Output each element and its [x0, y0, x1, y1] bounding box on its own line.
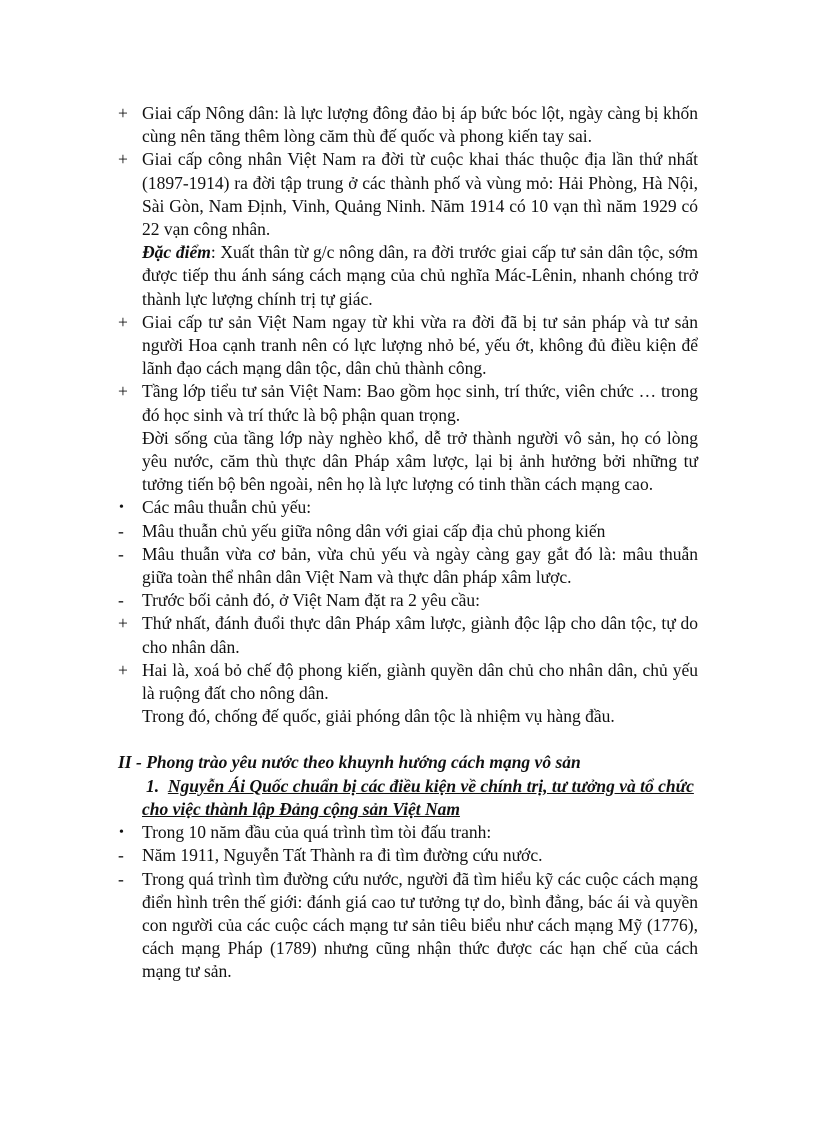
dash-marker: - — [118, 520, 124, 541]
item-text: Giai cấp công nhân Việt Nam ra đời từ cuộc khai thác thuộc địa lần thứ nhất (1897-1914) ra đời tập trung ở các thành phố và vùng mỏ: Hải Phòng, Hà Nội, Sài Gòn, Nam Định, Vinh, Quảng Ninh. Năm 1914 có 10 vạn thì năm 1929 có 22 vạn công nhân. — [142, 149, 698, 240]
plus-marker: + — [118, 659, 128, 680]
list-item — [118, 148, 698, 241]
item-text: Mâu thuẫn vừa cơ bản, vừa chủ yếu và ngày càng gay gắt đó là: mâu thuẫn giữa toàn thể nhân dân Việt Nam và thực dân pháp xâm lược. — [142, 543, 698, 588]
item-text: Đời sống của tầng lớp này nghèo khổ, dễ trở thành người vô sản, họ có lòng yêu nước, căm thù thực dân Pháp xâm lược, lại bị ảnh hưởng bởi những tư tưởng tiến bộ bên ngoài, nên họ là lực lượng có tinh thần cách mạng cao. — [142, 427, 698, 495]
list-item — [118, 496, 698, 519]
list-item — [118, 102, 698, 148]
item-text: : Xuất thân từ g/c nông dân, ra đời trước giai cấp tư sản dân tộc, sớm được tiếp thu ánh sáng cách mạng của chủ nghĩa Mác-Lênin, nhanh chóng trở thành lực lượng chính trị tự giác. — [142, 242, 698, 309]
paragraph — [118, 705, 698, 728]
item-text: Trước bối cảnh đó, ở Việt Nam đặt ra 2 yêu cầu: — [142, 590, 480, 611]
list-item — [118, 311, 698, 381]
list-item — [118, 659, 698, 705]
subsection-number: 1. — [146, 775, 160, 796]
subsection-title: Nguyễn Ái Quốc chuẩn bị các điều kiện về chính trị, tư tưởng và tổ chức cho việc thành lập Đảng cộng sản Việt Nam — [142, 775, 694, 819]
paragraph — [118, 427, 698, 497]
item-text: Trong 10 năm đầu của quá trình tìm tòi đấu tranh: — [142, 822, 492, 843]
item-text: Tầng lớp tiểu tư sản Việt Nam: Bao gồm học sinh, trí thức, viên chức … trong đó học sinh và trí thức là bộ phận quan trọng. — [142, 381, 698, 425]
item-text: Các mâu thuẫn chủ yếu: — [142, 497, 312, 518]
plus-marker: + — [118, 149, 128, 170]
item-text: Năm 1911, Nguyễn Tất Thành ra đi tìm đường cứu nước. — [142, 845, 543, 866]
list-item — [118, 589, 698, 612]
item-text: Thứ nhất, đánh đuổi thực dân Pháp xâm lược, giành độc lập cho dân tộc, tự do cho nhân dân. — [142, 613, 698, 657]
section-heading: II - Phong trào yêu nước theo khuynh hướng cách mạng vô sản — [118, 752, 581, 773]
list-item — [118, 612, 698, 658]
item-text: Trong quá trình tìm đường cứu nước, người đã tìm hiểu kỹ các cuộc cách mạng điển hình trên thế giới: đánh giá cao tư tưởng tự do, bình đẳng, bác ái và quyền con người của các cuộc cách mạng tư sản tiêu biểu như cách mạng Mỹ (1776), cách mạng Pháp (1789) nhưng cũng nhận thức được các hạn chế của cách mạng tư sản. — [142, 868, 698, 982]
characteristics-paragraph — [118, 241, 698, 311]
list-item — [118, 868, 698, 984]
plus-marker: + — [118, 311, 128, 332]
item-text: Trong đó, chống đế quốc, giải phóng dân tộc là nhiệm vụ hàng đầu. — [142, 706, 615, 727]
document-body — [118, 102, 698, 984]
dash-marker: - — [118, 868, 124, 889]
list-item — [118, 543, 698, 589]
dash-marker: - — [118, 590, 124, 611]
subsection-heading — [118, 775, 698, 821]
plus-marker: + — [118, 103, 128, 123]
list-item — [118, 821, 698, 844]
list-item — [118, 380, 698, 426]
bullet-marker: • — [119, 500, 124, 516]
bullet-marker: • — [119, 825, 124, 841]
plus-marker: + — [118, 381, 128, 402]
plus-marker: + — [118, 613, 128, 634]
list-item — [118, 520, 698, 543]
dash-marker: - — [118, 543, 124, 564]
item-text: Giai cấp Nông dân: là lực lượng đông đảo bị áp bức bóc lột, ngày càng bị khốn cùng nên tăng thêm lòng căm thù đế quốc và phong kiến tay sai. — [142, 103, 698, 147]
item-text: Giai cấp tư sản Việt Nam ngay từ khi vừa ra đời đã bị tư sản pháp và tư sản người Hoa cạnh tranh nên có lực lượng nhỏ bé, yếu ớt, không đủ điều kiện để lãnh đạo cách mạng dân tộc, dân chủ thành công. — [142, 311, 698, 379]
item-text: Mâu thuẫn chủ yếu giữa nông dân với giai cấp địa chủ phong kiến — [142, 520, 606, 541]
characteristics-label: Đặc điểm — [142, 242, 211, 263]
dash-marker: - — [118, 845, 124, 866]
item-text: Hai là, xoá bỏ chế độ phong kiến, giành quyền dân chủ cho nhân dân, chủ yếu là ruộng đất cho nông dân. — [142, 659, 698, 704]
list-item — [118, 844, 698, 867]
